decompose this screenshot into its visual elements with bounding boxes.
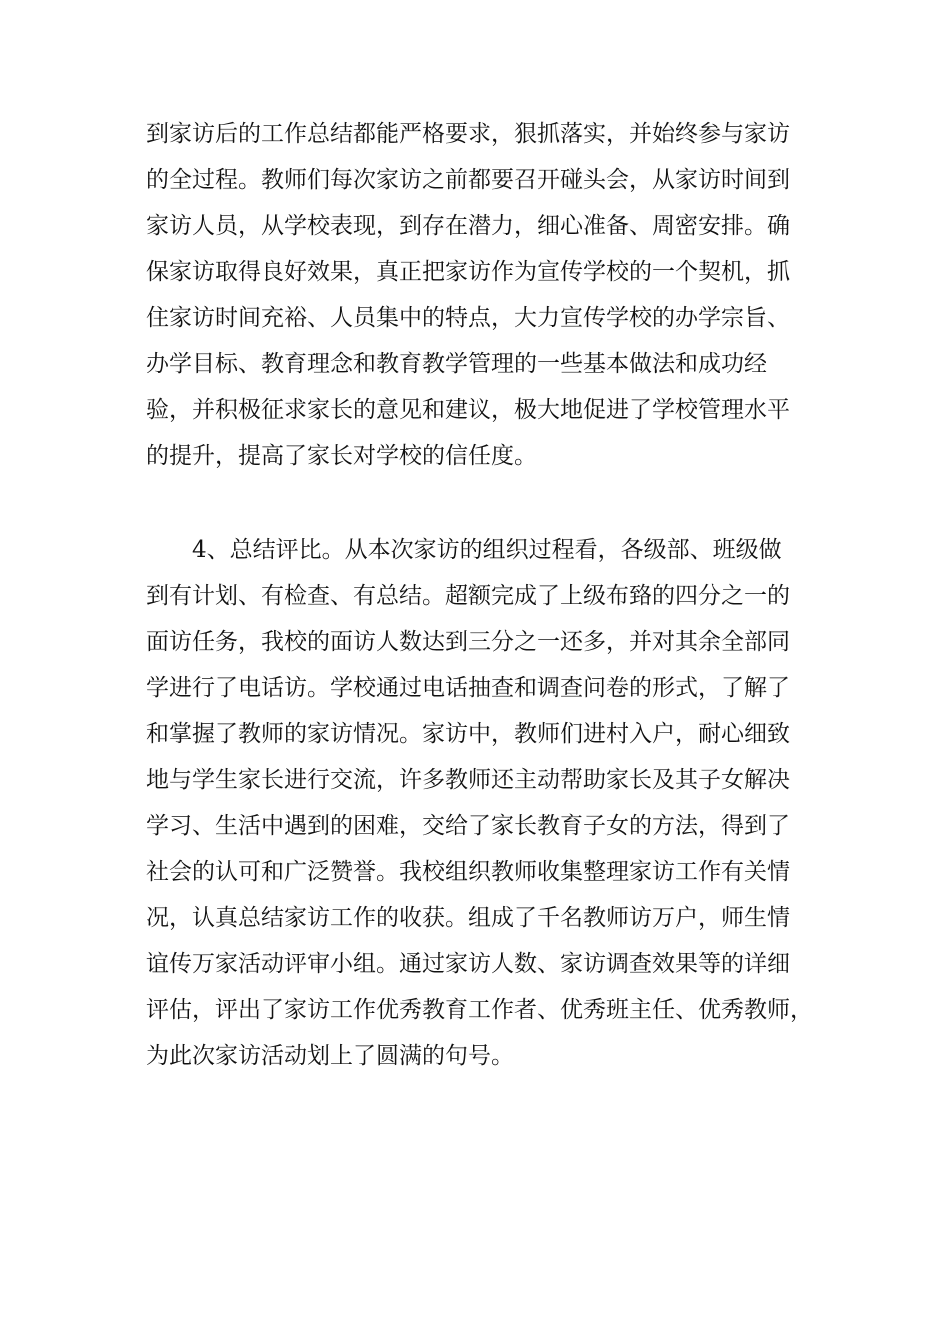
- text-line: 谊传万家活动评审小组。通过家访人数、家访调查效果等的详细: [146, 951, 790, 977]
- text-line: 家访人员，从学校表现，到存在潜力，细心准备、周密安排。确: [146, 213, 790, 239]
- paragraph-summary-evaluation: [146, 527, 826, 1079]
- text-line: 验，并积极征求家长的意见和建议，极大地促进了学校管理水平: [146, 397, 790, 423]
- text-line: 办学目标、教育理念和教育教学管理的一些基本做法和成功经: [146, 351, 767, 377]
- text-line: 地与学生家长进行交流，许多教师还主动帮助家长及其子女解决: [146, 767, 790, 793]
- text-line: 住家访时间充裕、人员集中的特点，大力宣传学校的办学宗旨、: [146, 305, 790, 331]
- paragraph-family-visit-summary: [146, 111, 826, 479]
- text-line: 4、总结评比。从本次家访的组织过程看，各级部、班级做: [146, 537, 782, 563]
- text-line: 学进行了电话访。学校通过电话抽查和调查问卷的形式，了解了: [146, 675, 790, 701]
- text-line: 到有计划、有检查、有总结。超额完成了上级布臵的四分之一的: [146, 583, 790, 609]
- text-line: 评估，评出了家访工作优秀教育工作者、优秀班主任、优秀教师，: [146, 997, 813, 1023]
- text-line: 社会的认可和广泛赞誉。我校组织教师收集整理家访工作有关情: [146, 859, 790, 885]
- text-line: 面访任务，我校的面访人数达到三分之一还多，并对其余全部同: [146, 629, 790, 655]
- text-line: 况，认真总结家访工作的收获。组成了千名教师访万户，师生情: [146, 905, 790, 931]
- text-line: 学习、生活中遇到的困难，交给了家长教育子女的方法，得到了: [146, 813, 790, 839]
- text-line: 的提升，提高了家长对学校的信任度。: [146, 443, 537, 469]
- text-line: 到家访后的工作总结都能严格要求，狠抓落实，并始终参与家访: [146, 121, 790, 147]
- text-line: 的全过程。教师们每次家访之前都要召开碰头会，从家访时间到: [146, 167, 790, 193]
- text-line: 和掌握了教师的家访情况。家访中，教师们进村入户，耐心细致: [146, 721, 790, 747]
- text-line: 为此次家访活动划上了圆满的句号。: [146, 1043, 514, 1069]
- text-line: 保家访取得良好效果，真正把家访作为宣传学校的一个契机，抓: [146, 259, 790, 285]
